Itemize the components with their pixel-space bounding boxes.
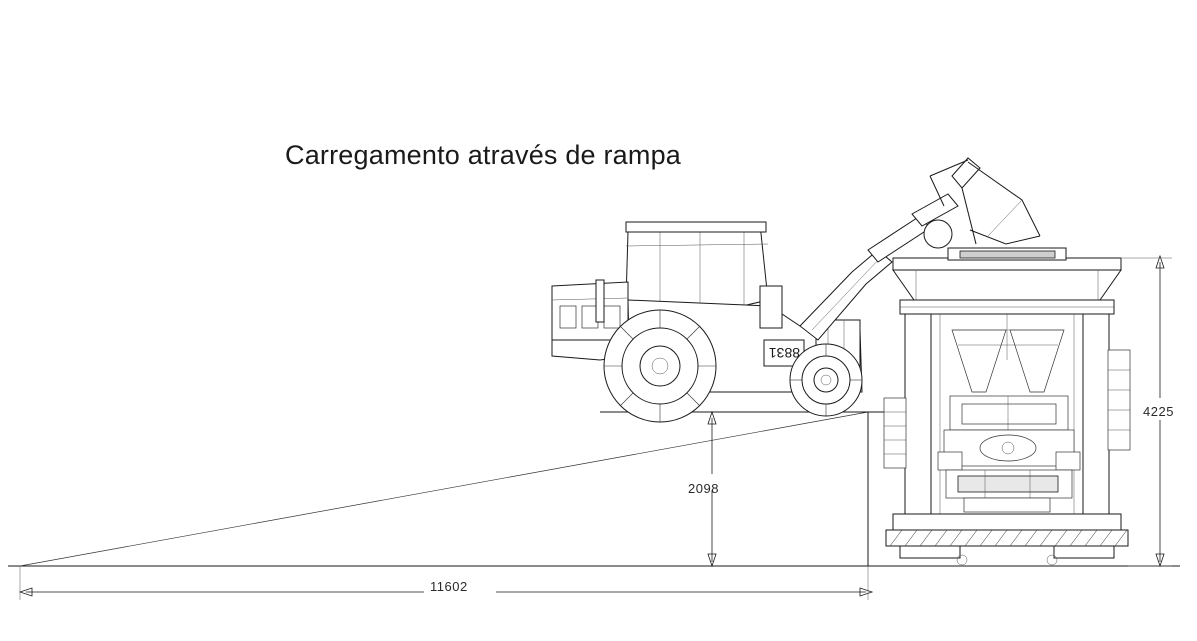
batching-plant	[884, 248, 1130, 565]
plant-lower-machinery	[946, 470, 1072, 512]
plant-top-hopper	[893, 248, 1121, 300]
dimension-ramp-height	[708, 412, 716, 566]
plant-aggregate-bins	[952, 330, 1064, 392]
plant-mixer	[938, 396, 1080, 470]
plant-upper-frame	[900, 300, 1114, 314]
plant-base-skid	[886, 514, 1128, 565]
tractor-front-wheel	[790, 344, 862, 416]
drawing-title: Carregamento através de rampa	[285, 140, 681, 170]
svg-text:8831: 8831	[768, 345, 800, 361]
dimension-label-plant-height: 4225	[1143, 404, 1174, 419]
dimension-total-length	[20, 566, 872, 600]
tractor-rear-wheel	[604, 310, 716, 422]
dimension-label-ramp-height: 2098	[688, 481, 719, 496]
dimension-label-total-length: 11602	[430, 579, 468, 594]
ramp-outline	[20, 412, 884, 566]
tractor-exhaust	[596, 280, 604, 322]
